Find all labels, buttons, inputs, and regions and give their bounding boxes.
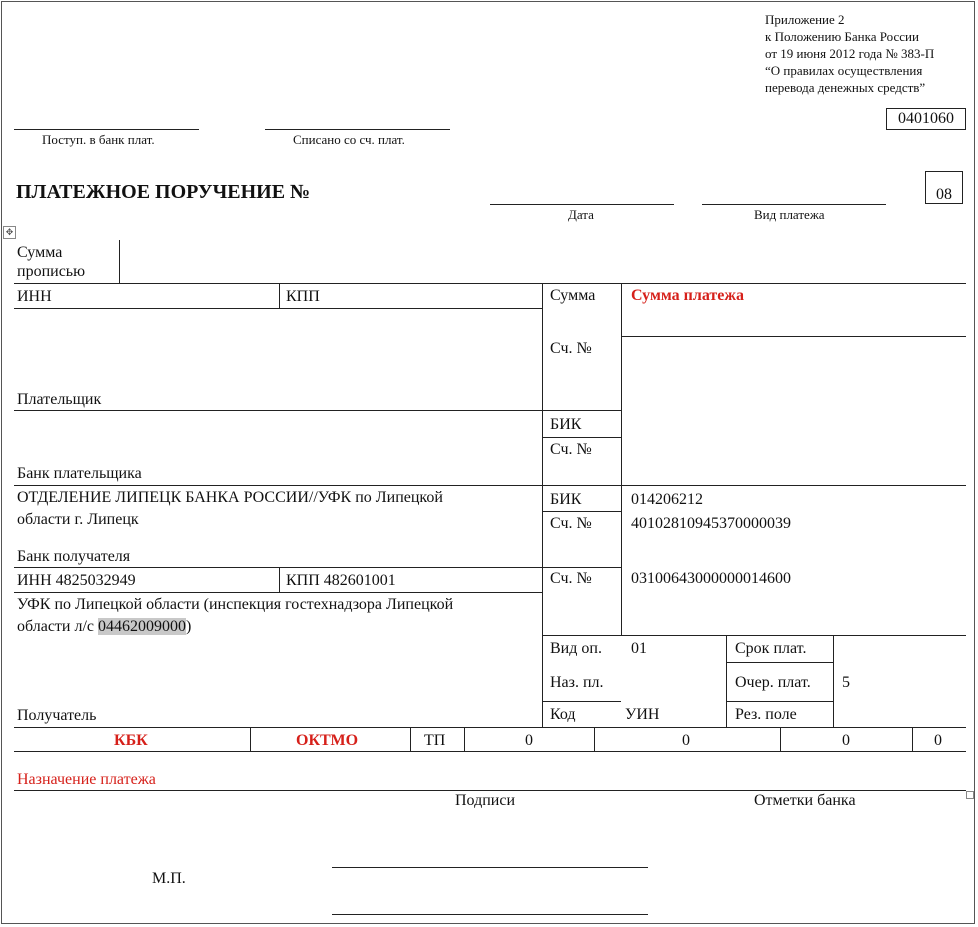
recipient-account: 03100643000000014600 xyxy=(631,570,791,587)
recipient-bank-account: 40102810945370000039 xyxy=(631,515,791,532)
divider xyxy=(119,240,120,283)
payer-bank-account-label: Сч. № xyxy=(550,441,592,458)
payer-account-label: Сч. № xyxy=(550,340,592,357)
op-type-label: Вид оп. xyxy=(550,640,602,657)
signatures-label: Подписи xyxy=(455,792,516,809)
recipient-kpp: КПП 482601001 xyxy=(286,572,396,589)
divider xyxy=(912,727,913,751)
recipient-label: Получатель xyxy=(17,707,97,724)
recipient-account-label: Сч. № xyxy=(550,570,592,587)
stamp-label: М.П. xyxy=(152,870,186,887)
amount-label: Сумма xyxy=(550,287,596,304)
divider xyxy=(542,511,621,512)
recipient-name-suffix: ) xyxy=(186,618,192,635)
divider xyxy=(14,485,966,486)
recipient-bank-label: Банк получателя xyxy=(17,548,131,565)
payer-kpp-label: КПП xyxy=(286,288,320,305)
divider xyxy=(621,336,966,337)
appendix-line: от 19 июня 2012 года № 383-П xyxy=(765,46,935,61)
amount-value: Сумма платежа xyxy=(631,287,744,304)
divider xyxy=(410,727,411,751)
bank-marks-label: Отметки банка xyxy=(754,792,856,809)
divider xyxy=(542,701,621,702)
recipient-name-cont xyxy=(17,618,191,636)
divider xyxy=(726,635,727,727)
divider xyxy=(250,727,251,751)
reserve-label: Рез. поле xyxy=(735,706,797,723)
date-label: Дата xyxy=(568,207,594,222)
divider xyxy=(726,701,833,702)
divider xyxy=(594,727,595,751)
divider xyxy=(542,635,966,636)
recipient-bank-account-label: Сч. № xyxy=(550,515,592,532)
payer-bank-bik-label: БИК xyxy=(550,416,582,433)
divider xyxy=(279,283,280,308)
kbk-field: КБК xyxy=(114,732,148,749)
payer-label: Плательщик xyxy=(17,391,102,408)
uin-label: УИН xyxy=(625,706,660,723)
payment-type-field: 0 xyxy=(934,732,942,749)
payer-inn-label: ИНН xyxy=(17,288,52,305)
divider xyxy=(14,592,542,593)
divider xyxy=(833,635,834,727)
appendix-line: Приложение 2 xyxy=(765,12,845,27)
priority-value: 5 xyxy=(842,674,850,691)
doc-number-field: 0 xyxy=(682,732,690,749)
payment-type-line xyxy=(702,204,886,205)
recipient-inn: ИНН 4825032949 xyxy=(17,572,136,589)
received-label: Поступ. в банк плат. xyxy=(42,132,155,147)
divider xyxy=(464,727,465,751)
recipient-bank-name: ОТДЕЛЕНИЕ ЛИПЕЦК БАНКА РОССИИ//УФК по Липецкой xyxy=(17,489,443,506)
divider xyxy=(726,662,833,663)
amount-words-label: Сумма прописью xyxy=(17,244,86,280)
date-line xyxy=(490,204,674,205)
op-type-value: 01 xyxy=(631,640,647,657)
move-handle-icon[interactable]: ✥ xyxy=(3,226,16,239)
recipient-bank-bik-label: БИК xyxy=(550,491,582,508)
divider xyxy=(14,727,966,728)
appendix-note xyxy=(765,11,934,96)
appendix-line: перевода денежных средств” xyxy=(765,80,926,95)
recipient-bank-name-cont: области г. Липецк xyxy=(17,511,139,528)
appendix-line: “О правилах осуществления xyxy=(765,63,923,78)
divider xyxy=(14,790,966,791)
divider xyxy=(14,283,966,284)
divider xyxy=(14,410,621,411)
divider xyxy=(542,283,543,727)
recipient-bank-bik: 014206212 xyxy=(631,491,703,508)
oktmo-field: ОКТМО xyxy=(296,732,359,749)
form-code-box: 0401060 xyxy=(886,108,966,130)
doc-date-field: 0 xyxy=(842,732,850,749)
divider xyxy=(14,751,966,752)
divider xyxy=(279,567,280,592)
recipient-name-prefix: области л/с xyxy=(17,618,99,635)
divider xyxy=(14,308,542,309)
signature-line-1 xyxy=(332,867,648,868)
tax-period-field: 0 xyxy=(525,732,533,749)
payment-purpose: Назначение платежа xyxy=(17,771,156,788)
document-title: ПЛАТЕЖНОЕ ПОРУЧЕНИЕ № xyxy=(16,181,311,203)
tp-field: ТП xyxy=(424,732,446,749)
priority-label: Очер. плат. xyxy=(735,674,811,691)
divider xyxy=(780,727,781,751)
divider xyxy=(542,437,621,438)
recipient-name: УФК по Липецкой области (инспекция гостехнадзора Липецкой xyxy=(17,596,454,613)
recipient-personal-account: 04462009000 xyxy=(98,618,187,635)
debited-line xyxy=(265,129,450,130)
status-code-box: 08 xyxy=(925,171,963,204)
purpose-code-label: Наз. пл. xyxy=(550,674,604,691)
signature-line-2 xyxy=(332,914,648,915)
pay-term-label: Срок плат. xyxy=(735,640,807,657)
received-line xyxy=(14,129,199,130)
divider xyxy=(14,567,621,568)
payer-bank-label: Банк плательщика xyxy=(17,465,142,482)
payment-type-label: Вид платежа xyxy=(754,207,825,222)
debited-label: Списано со сч. плат. xyxy=(293,132,405,147)
code-label: Код xyxy=(550,706,576,723)
appendix-line: к Положению Банка России xyxy=(765,29,919,44)
resize-handle-icon[interactable] xyxy=(966,791,974,799)
